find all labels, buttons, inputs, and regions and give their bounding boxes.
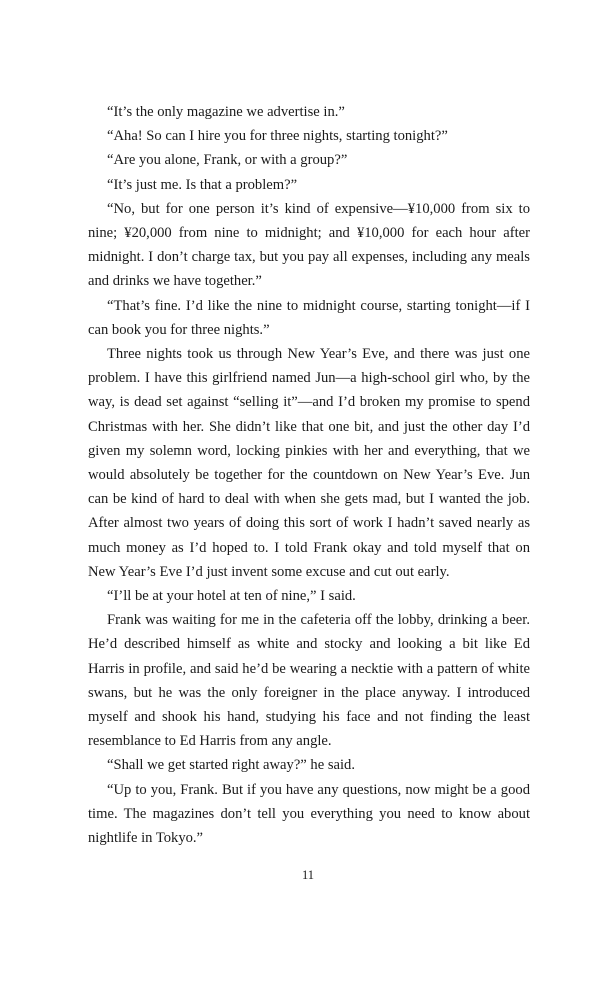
- paragraph-3: “Are you alone, Frank, or with a group?”: [107, 152, 348, 169]
- paragraph-10: “Shall we get started right away?” he said.: [107, 757, 356, 774]
- paragraph-6: “That’s fine. I’d like the nine to midnight course, starting tonight—if I can book you for three nights.”: [88, 297, 530, 338]
- page-number: 11: [301, 868, 315, 882]
- paragraph-2: “Aha! So can I hire you for three nights, starting tonight?”: [107, 128, 448, 145]
- paragraph-11: “Up to you, Frank. But if you have any questions, now might be a good time. The magazines don’t tell you everything you need to know about nightlife in Tokyo.”: [88, 781, 530, 847]
- paragraph-5: “No, but for one person it’s kind of expensive—¥10,000 from six to nine; ¥20,000 from nine to midnight; and ¥10,000 for each hour after midnight. I don’t charge tax, but you pay all expenses, including any meals and drinks we have together.”: [88, 200, 530, 290]
- paragraph-9: Frank was waiting for me in the cafeteria off the lobby, drinking a beer. He’d described himself as white and stocky and looking a bit like Ed Harris in profile, and said he’d be wearing a necktie with a pattern of white swans, but he was the only foreigner in the place anyway. I introduced myself and shook his hand, studying his face and not finding the least resemblance to Ed Harris from any angle.: [88, 612, 530, 750]
- paragraph-7: Three nights took us through New Year’s Eve, and there was just one problem. I have this girlfriend named Jun—a high-school girl who, by the way, is dead set against “selling it”—and I’d broken my promise to spend Christmas with her. She didn’t like that one bit, and just the other day I’d given my solemn word, locking pinkies with her and everything, that we would absolutely be together for the countdown on New Year’s Eve. Jun can be kind of hard to deal with when she gets mad, but I wanted the job. After almost two years of doing this sort of work I hadn’t saved nearly as much money as I’d hoped to. I told Frank okay and told myself that on New Year’s Eve I’d just invent some excuse and cut out early.: [88, 346, 530, 580]
- body-text: [88, 100, 530, 850]
- paragraph-8: “I’ll be at your hotel at ten of nine,” I said.: [107, 588, 356, 605]
- paragraph-1: “It’s the only magazine we advertise in.”: [107, 104, 345, 120]
- paragraph-4: “It’s just me. Is that a problem?”: [107, 176, 298, 193]
